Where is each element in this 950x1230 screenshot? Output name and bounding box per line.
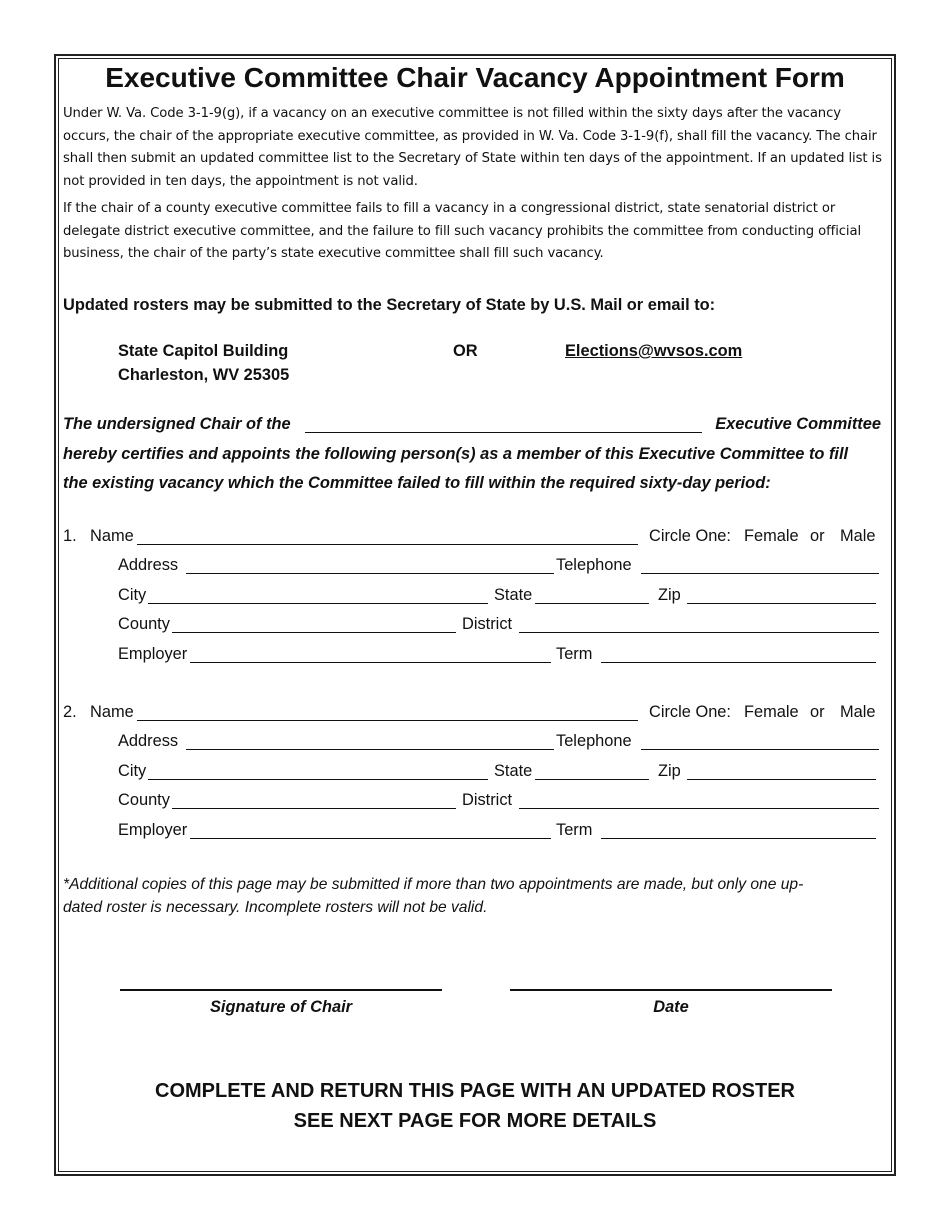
certification-line2: hereby certifies and appoints the following person(s) as a member of this Executive Committee to fill [63,445,849,463]
gender-or-label: or [810,703,825,721]
district-field[interactable] [519,632,879,633]
gender-or-label: or [810,527,825,545]
district-field[interactable] [519,808,879,809]
gender-option-female[interactable]: Female [744,703,799,721]
date-label: Date [653,998,689,1016]
name-label: Name [90,703,134,721]
term-field[interactable] [601,838,876,839]
district-label: District [462,615,513,633]
name-field[interactable] [137,544,638,545]
city-field[interactable] [148,603,488,604]
gender-option-male[interactable]: Male [840,703,876,721]
city-label: City [118,586,147,604]
term-field[interactable] [601,662,876,663]
term-label: Term [556,821,593,839]
circle-one-label: Circle One: [649,527,731,545]
zip-field[interactable] [687,779,876,780]
telephone-label: Telephone [556,556,632,574]
intro-paragraph-1: Under W. Va. Code 3-1-9(g), if a vacancy on an executive committee is not filled within the sixty days after the vacancy occurs, the chair of the appropriate executive committee, as provided in W. Va. Code 3-1-9(f), shall fill the vacancy. The chair shall then submit an updated committee list to the Secretary of State within ten days of the appointment. If an updated list is not provided in ten days, the appointment is not valid. [63,106,882,190]
gender-option-female[interactable]: Female [744,527,799,545]
intro-paragraph-2: If the chair of a county executive committee fails to fill a vacancy in a congressional district, state senatorial district or delegate district executive committee, and the failure to fill such vacancy prohibits the committee from conducting official business, the chair of the party’s state executive committee shall fill such vacancy. [63,201,862,262]
address-label: Address [118,556,179,574]
zip-field[interactable] [687,603,876,604]
state-label: State [494,762,533,780]
city-label: City [118,762,147,780]
entry-number: 2. [63,703,77,721]
note-line1: *Additional copies of this page may be submitted if more than two appointments are made, but only one up- [63,876,804,893]
employer-label: Employer [118,645,188,663]
employer-label: Employer [118,821,188,839]
signature-label: Signature of Chair [209,998,353,1016]
mail-address-line2: Charleston, WV 25305 [118,366,290,384]
county-label: County [118,791,170,809]
address-field[interactable] [186,749,554,750]
gender-option-male[interactable]: Male [840,527,876,545]
district-label: District [462,791,513,809]
city-field[interactable] [148,779,488,780]
submission-heading: Updated rosters may be submitted to the Secretary of State by U.S. Mail or email to: [63,296,716,314]
certification-line3: the existing vacancy which the Committee failed to fill within the required sixty-day period: [63,474,771,492]
telephone-field[interactable] [641,573,879,574]
signature-field[interactable] [120,989,442,991]
zip-label: Zip [658,586,681,604]
email-link[interactable]: Elections@wvsos.com [565,342,743,360]
name-label: Name [90,527,134,545]
note-line2: dated roster is necessary. Incomplete rosters will not be valid. [63,899,488,916]
entry-number: 1. [63,527,77,545]
mail-address-line1: State Capitol Building [118,342,289,360]
county-label: County [118,615,170,633]
county-field[interactable] [172,808,456,809]
date-field[interactable] [510,989,832,991]
footer-instruction-2: SEE NEXT PAGE FOR MORE DETAILS [293,1110,657,1132]
employer-field[interactable] [190,838,551,839]
page-title: Executive Committee Chair Vacancy Appointment Form [105,62,845,93]
certification-line1-start: The undersigned Chair of the [63,415,291,433]
employer-field[interactable] [190,662,551,663]
state-label: State [494,586,533,604]
state-field[interactable] [535,603,649,604]
telephone-field[interactable] [641,749,879,750]
state-field[interactable] [535,779,649,780]
or-separator: OR [453,342,478,360]
footer-instruction-1: COMPLETE AND RETURN THIS PAGE WITH AN UPDATED ROSTER [155,1080,795,1102]
certification-line1-end: Executive Committee [715,415,881,433]
telephone-label: Telephone [556,732,632,750]
county-field[interactable] [172,632,456,633]
name-field[interactable] [137,720,638,721]
committee-name-field[interactable] [305,432,702,433]
address-label: Address [118,732,179,750]
circle-one-label: Circle One: [649,703,731,721]
address-field[interactable] [186,573,554,574]
term-label: Term [556,645,593,663]
zip-label: Zip [658,762,681,780]
